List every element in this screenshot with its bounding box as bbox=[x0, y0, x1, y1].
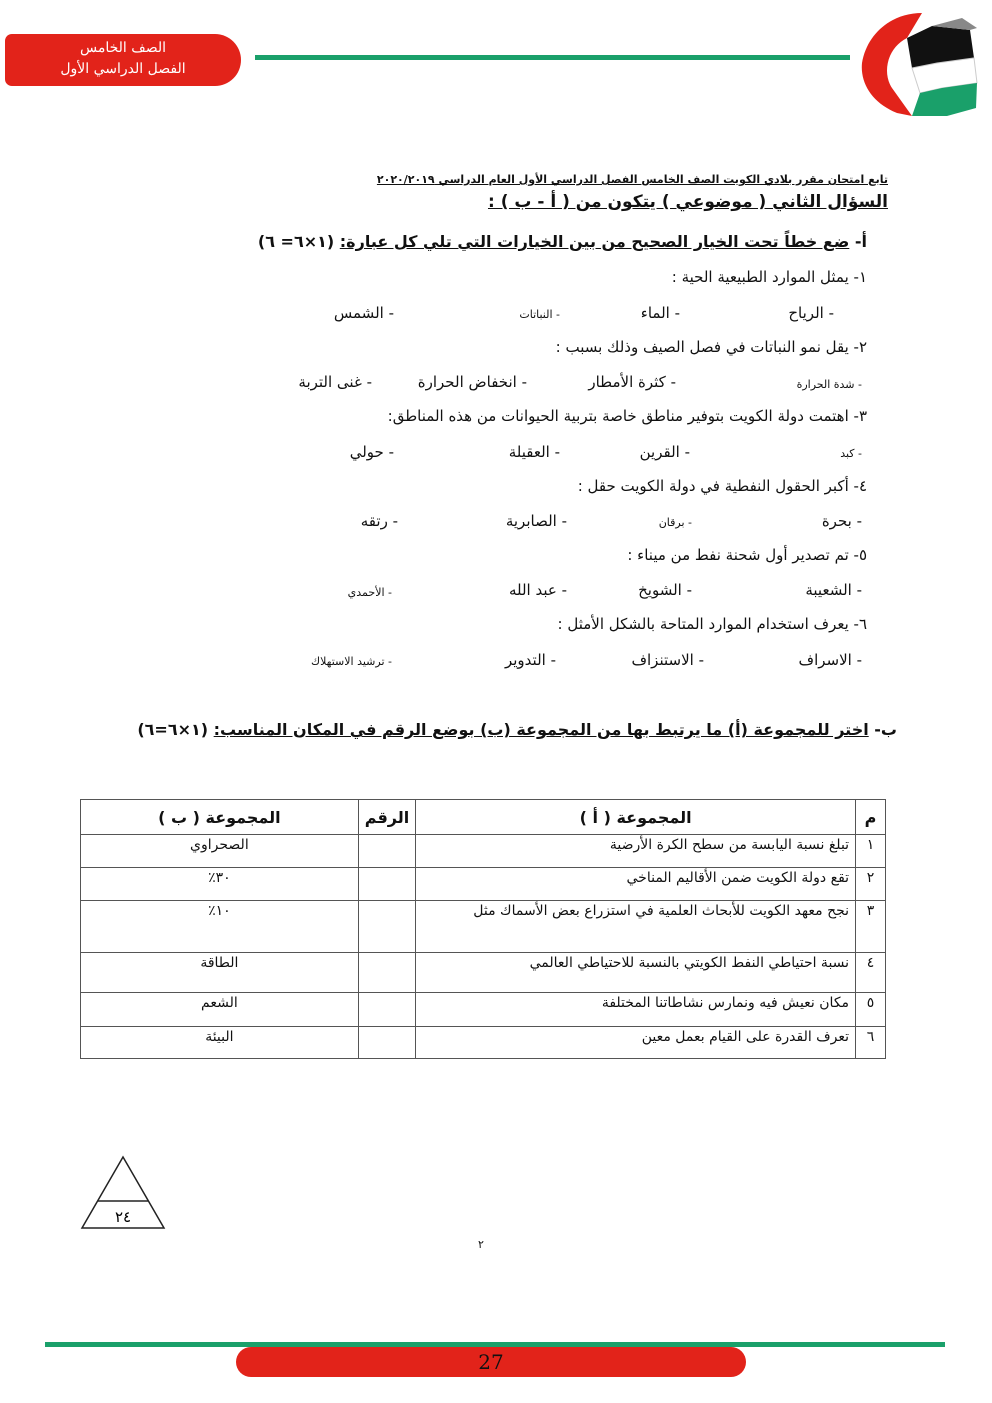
q6-option-2[interactable]: - الاستنزاف bbox=[631, 651, 704, 669]
row-index: ٤ bbox=[856, 953, 886, 993]
part-a-instruction: ضع خطاً تحت الخيار الصحيح من بين الخيارات التي تلي كل عبارة: bbox=[339, 232, 850, 251]
question-1: ١- يمثل الموارد الطبيعية الحية : bbox=[671, 268, 867, 286]
q1-option-4[interactable]: - الشمس bbox=[333, 304, 394, 322]
row-group-a: نسبة احتياطي النفط الكويتي بالنسبة للاحتياطي العالمي bbox=[416, 953, 856, 993]
part-b-label: ب- bbox=[874, 720, 897, 739]
row-answer-cell[interactable] bbox=[358, 901, 415, 953]
row-index: ٣ bbox=[856, 901, 886, 953]
q3-option-3[interactable]: - العقيلة bbox=[508, 443, 560, 461]
q4-option-2[interactable]: - برقان bbox=[658, 516, 692, 529]
q2-option-1[interactable]: - شدة الحرارة bbox=[796, 378, 862, 391]
q2-option-4[interactable]: - غنى التربة bbox=[298, 373, 372, 391]
part-a-label: أ- bbox=[854, 232, 867, 251]
part-b-heading bbox=[107, 720, 897, 739]
part-b-marks: (١×٦=٦) bbox=[137, 720, 209, 739]
q2-option-3[interactable]: - انخفاض الحرارة bbox=[417, 373, 527, 391]
question-6: ٦- يعرف استخدام الموارد المتاحة بالشكل الأمثل : bbox=[557, 615, 867, 633]
table-row bbox=[81, 953, 886, 993]
row-group-a: نجح معهد الكويت للأبحاث العلمية في استزراع بعض الأسماك مثل bbox=[416, 901, 856, 953]
row-index: ٢ bbox=[856, 868, 886, 901]
q4-option-1[interactable]: - بحرة bbox=[821, 512, 862, 530]
row-group-b: الشعم bbox=[81, 993, 359, 1027]
table-header-row bbox=[81, 800, 886, 835]
q5-option-3[interactable]: - عبد الله bbox=[508, 581, 567, 599]
score-triangle bbox=[80, 1155, 166, 1230]
table-row bbox=[81, 901, 886, 953]
q4-option-3[interactable]: - الصابرية bbox=[505, 512, 567, 530]
row-group-b: ١٠٪ bbox=[81, 901, 359, 953]
part-b-instruction: اختر للمجموعة (أ) ما يرتبط بها من المجموعة (ب) بوضع الرقم في المكان المناسب: bbox=[213, 720, 869, 739]
page-number: 27 bbox=[236, 1347, 746, 1377]
row-group-b: البيئة bbox=[81, 1027, 359, 1059]
table-row bbox=[81, 835, 886, 868]
row-group-a: تبلغ نسبة اليابسة من سطح الكرة الأرضية bbox=[416, 835, 856, 868]
q2-option-2[interactable]: - كثرة الأمطار bbox=[588, 373, 676, 391]
q1-option-3[interactable]: - النباتات bbox=[519, 308, 560, 321]
q1-option-1[interactable]: - الرياح bbox=[788, 304, 834, 322]
col-header-group-a: المجموعة ( أ ) bbox=[416, 800, 856, 835]
q3-option-1[interactable]: - كبد bbox=[840, 447, 862, 460]
question-4: ٤- أكبر الحقول النفطية في دولة الكويت حقل : bbox=[577, 477, 867, 495]
exam-note: تابع امتحان مقرر بلادي الكويت الصف الخامس الفصل الدراسي الأول العام الدراسي ٢٠٢٠/٢٠١٩ bbox=[376, 173, 888, 186]
page-number-small: ٢ bbox=[478, 1238, 484, 1251]
row-index: ٥ bbox=[856, 993, 886, 1027]
row-group-a: تقع دولة الكويت ضمن الأقاليم المناخي bbox=[416, 868, 856, 901]
matching-table bbox=[80, 799, 886, 1059]
header-badge bbox=[5, 34, 241, 86]
row-answer-cell[interactable] bbox=[358, 835, 415, 868]
row-answer-cell[interactable] bbox=[358, 993, 415, 1027]
q4-option-4[interactable]: - رتقه bbox=[360, 512, 398, 530]
row-group-b: ٣٠٪ bbox=[81, 868, 359, 901]
q6-option-1[interactable]: - الاسراف bbox=[798, 651, 862, 669]
question-title: السؤال الثاني ( موضوعي ) يتكون من ( أ - ب ) : bbox=[487, 192, 888, 212]
row-answer-cell[interactable] bbox=[358, 868, 415, 901]
row-index: ٦ bbox=[856, 1027, 886, 1059]
col-header-index: م bbox=[856, 800, 886, 835]
table-row bbox=[81, 868, 886, 901]
question-3: ٣- اهتمت دولة الكويت بتوفير مناطق خاصة بتربية الحيوانات من هذه المناطق: bbox=[387, 407, 867, 425]
table-row bbox=[81, 1027, 886, 1059]
q3-option-4[interactable]: - حولي bbox=[349, 443, 394, 461]
row-group-b: الصحراوي bbox=[81, 835, 359, 868]
question-5: ٥- تم تصدير أول شحنة نفط من ميناء : bbox=[627, 546, 867, 564]
q5-option-1[interactable]: - الشعيبة bbox=[805, 581, 862, 599]
col-header-group-b: المجموعة ( ب ) bbox=[81, 800, 359, 835]
header-term: الفصل الدراسي الأول bbox=[60, 61, 186, 77]
row-group-a: تعرف القدرة على القيام بعمل معين bbox=[416, 1027, 856, 1059]
q6-option-4[interactable]: - ترشيد الاستهلاك bbox=[311, 655, 392, 668]
q5-option-4[interactable]: - الأحمدي bbox=[347, 586, 392, 599]
header-grade: الصف الخامس bbox=[79, 40, 167, 56]
part-a-heading bbox=[147, 232, 867, 251]
part-a-marks: (١×٦= ٦) bbox=[257, 232, 335, 251]
table-row bbox=[81, 993, 886, 1027]
header-divider bbox=[255, 55, 850, 60]
row-answer-cell[interactable] bbox=[358, 1027, 415, 1059]
q1-option-2[interactable]: - الماء bbox=[640, 304, 680, 322]
kuwait-map-logo bbox=[852, 8, 982, 123]
row-group-b: الطاقة bbox=[81, 953, 359, 993]
score-value: ٢٤ bbox=[114, 1208, 132, 1226]
question-2: ٢- يقل نمو النباتات في فصل الصيف وذلك بسبب : bbox=[555, 338, 867, 356]
row-group-a: مكان نعيش فيه ونمارس نشاطاتنا المختلفة bbox=[416, 993, 856, 1027]
row-answer-cell[interactable] bbox=[358, 953, 415, 993]
q5-option-2[interactable]: - الشويخ bbox=[638, 581, 692, 599]
q3-option-2[interactable]: - القرين bbox=[639, 443, 690, 461]
q6-option-3[interactable]: - التدوير bbox=[504, 651, 556, 669]
row-index: ١ bbox=[856, 835, 886, 868]
col-header-number: الرقم bbox=[358, 800, 415, 835]
